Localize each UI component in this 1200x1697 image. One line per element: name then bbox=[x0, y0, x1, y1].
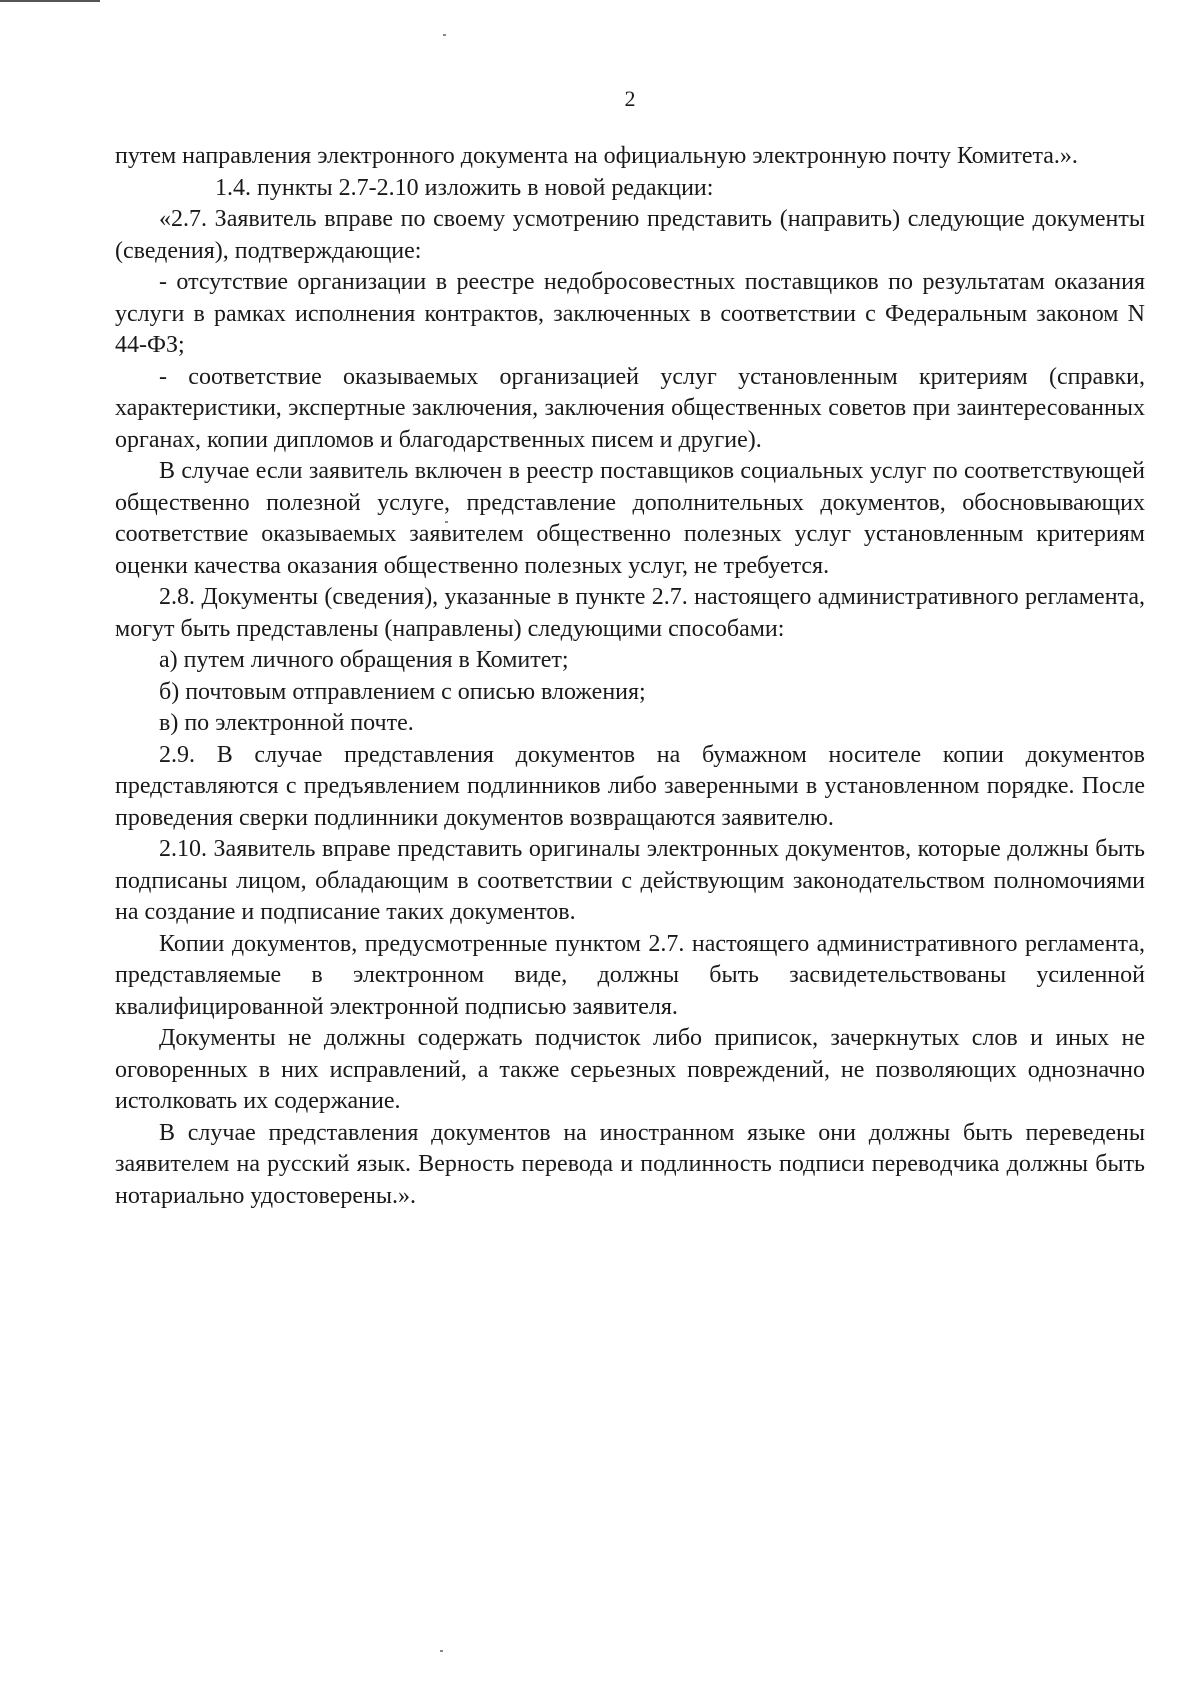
paragraph: В случае представления документов на иностранном языке они должны быть переведены заявителем на русский язык. Верность перевода и подлинность подписи переводчика должны быть нотариально удостоверены.». bbox=[115, 1119, 1145, 1209]
document-body bbox=[115, 141, 1145, 1212]
paragraph: - соответствие оказываемых организацией услуг установленным критериям (справки, характеристики, экспертные заключения, заключения общественных советов при заинтересованных органах, копии дипломов и благодарственных писем и другие). bbox=[115, 363, 1145, 453]
paragraph: Копии документов, предусмотренные пунктом 2.7. настоящего административного регламента, представляемые в электронном виде, должны быть засвидетельствованы усиленной квалифицированной электронной подписью заявителя. bbox=[115, 930, 1145, 1020]
scan-speck bbox=[440, 1650, 443, 1652]
paragraph: путем направления электронного документа на официальную электронную почту Комитета.». bbox=[115, 143, 1078, 169]
page-number: 2 bbox=[624, 86, 636, 111]
paragraph: В случае если заявитель включен в реестр поставщиков социальных услуг по соответствующей общественно полезной услуге, представление дополнительных документов, обосновывающих соответствие оказываемых заявителем общественно полезных услуг установленным критериям оценки качества оказания общественно полезных услуг, не требуется. bbox=[115, 458, 1145, 579]
scan-corner-mark bbox=[0, 0, 100, 2]
paragraph: 2.8. Документы (сведения), указанные в пункте 2.7. настоящего административного регламента, могут быть представлены (направлены) следующими способами: bbox=[115, 584, 1145, 642]
list-item: в) по электронной почте. bbox=[159, 710, 414, 736]
list-item: б) почтовым отправлением с описью вложения; bbox=[159, 678, 646, 705]
paragraph: 1.4. пункты 2.7-2.10 изложить в новой редакции: bbox=[215, 174, 714, 201]
list-item: а) путем личного обращения в Комитет; bbox=[159, 647, 569, 673]
paragraph: Документы не должны содержать подчисток либо приписок, зачеркнутых слов и иных не оговоренных в них исправлений, а также серьезных повреждений, не позволяющих однозначно истолковать их содержание. bbox=[115, 1025, 1145, 1114]
scan-speck bbox=[443, 34, 446, 36]
paragraph: «2.7. Заявитель вправе по своему усмотрению представить (направить) следующие документы (сведения), подтверждающие: bbox=[115, 206, 1145, 264]
paragraph: - отсутствие организации в реестре недобросовестных поставщиков по результатам оказания услуги в рамках исполнения контрактов, заключенных в соответствии с Федеральным законом N 44-ФЗ; bbox=[115, 269, 1145, 358]
paragraph: 2.9. В случае представления документов на бумажном носителе копии документов представляются с предъявлением подлинников либо заверенными в установленном порядке. После проведения сверки подлинники документов возвращаются заявителю. bbox=[115, 741, 1145, 831]
paragraph: 2.10. Заявитель вправе представить оригиналы электронных документов, которые должны быть подписаны лицом, обладающим в соответствии с действующим законодательством полномочиями на создание и подписание таких документов. bbox=[115, 836, 1145, 925]
